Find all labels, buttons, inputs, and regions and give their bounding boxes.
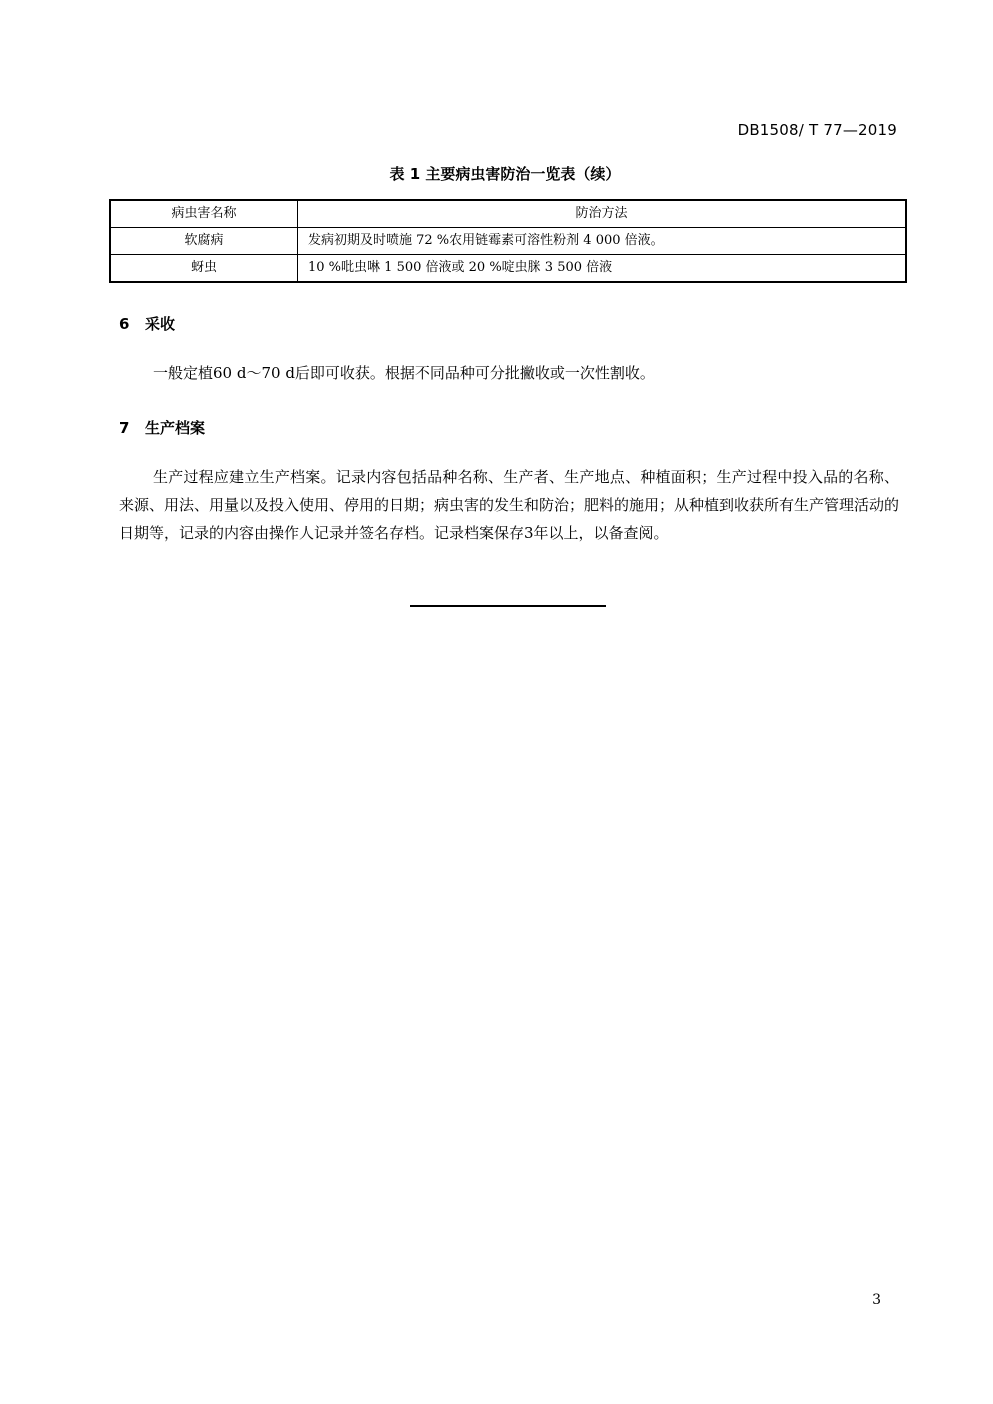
- table-row: [110, 228, 906, 255]
- end-of-document-rule: [410, 605, 606, 607]
- control-method-cell: 10 %吡虫啉 1 500 倍液或 20 %啶虫脒 3 500 倍液: [298, 255, 907, 283]
- section-heading-harvest: [119, 313, 175, 334]
- section-number: 6: [119, 315, 130, 333]
- column-header-control-method: 防治方法: [298, 200, 907, 228]
- table-row: [110, 255, 906, 283]
- section-paragraph-harvest: 一般定植60 d～70 d后即可收获。根据不同品种可分批撇收或一次性割收。: [153, 364, 655, 382]
- table-title: 表 1 主要病虫害防治一览表（续）: [389, 165, 621, 183]
- column-header-pest-name: 病虫害名称: [110, 200, 298, 228]
- pest-name-cell: 软腐病: [110, 228, 298, 255]
- pest-name-cell: 蚜虫: [110, 255, 298, 283]
- table-header-row: [110, 200, 906, 228]
- section-number: 7: [119, 419, 130, 437]
- section-title: 生产档案: [145, 419, 206, 437]
- document-code: DB1508/ T 77—2019: [737, 121, 897, 139]
- section-heading-production-records: [119, 417, 205, 438]
- control-method-cell: 发病初期及时喷施 72 %农用链霉素可溶性粉剂 4 000 倍液。: [298, 228, 907, 255]
- pest-control-table: [109, 199, 907, 283]
- page-number: 3: [872, 1292, 881, 1308]
- section-title: 采收: [145, 315, 176, 333]
- section-paragraph-production-records: 生产过程应建立生产档案。记录内容包括品种名称、生产者、生产地点、种植面积；生产过程中投入品的名称、来源、用法、用量以及投入使用、停用的日期；病虫害的发生和防治；肥料的施用；从种植到收获所有生产管理活动的日期等，记录的内容由操作人记录并签名存档。记录档案保存3年以上，以备查阅。: [119, 468, 900, 542]
